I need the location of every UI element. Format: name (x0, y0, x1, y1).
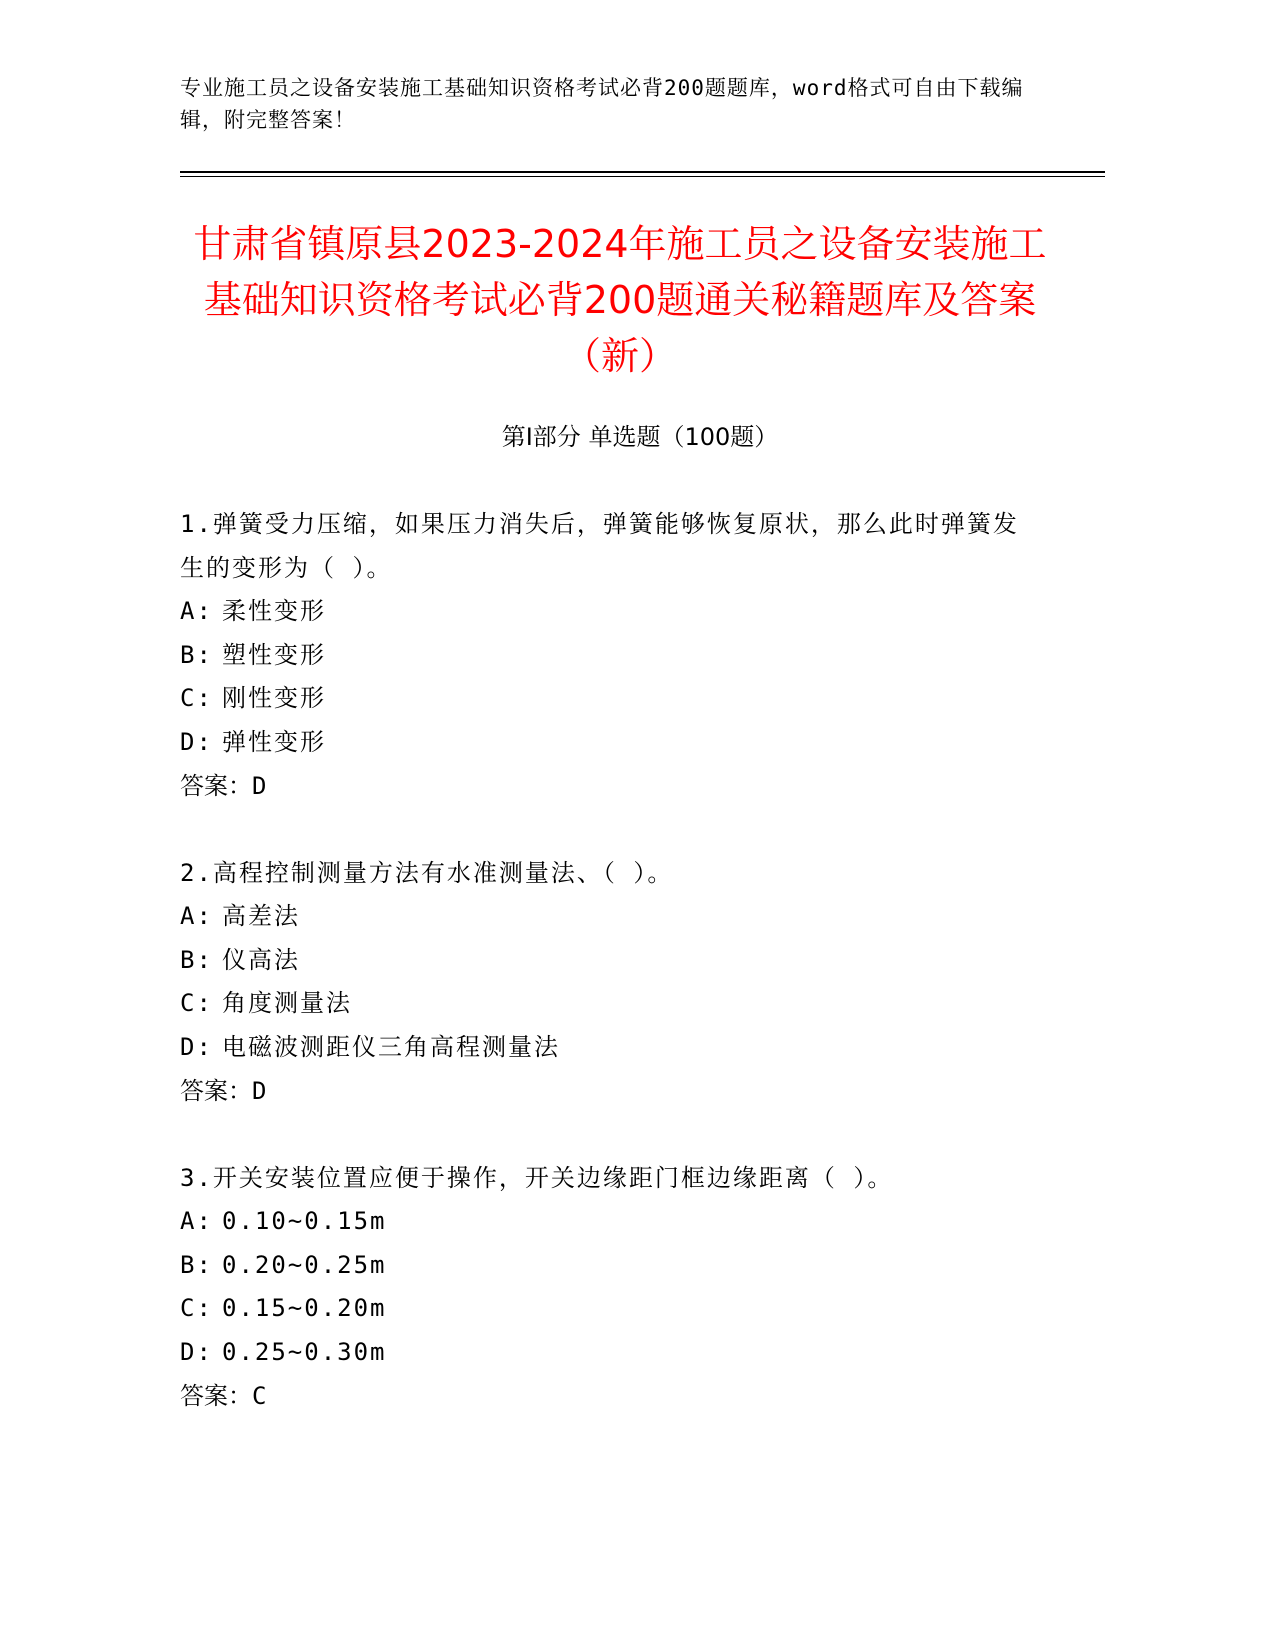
question-stem: 1.弹簧受力压缩，如果压力消失后，弹簧能够恢复原状，那么此时弹簧发生的变形为（ ）。 (180, 510, 1019, 582)
answer-label: 答案： (180, 1382, 252, 1410)
option-key: D: (180, 1337, 213, 1366)
question-1 (180, 502, 1040, 808)
option-text: 刚性变形 (222, 684, 326, 712)
question-stem: 3.开关安装位置应便于操作，开关边缘距门框边缘距离（ ）。 (180, 1164, 894, 1192)
header-rule-thin (180, 176, 1105, 177)
option-key: A: (180, 597, 213, 625)
answer-value: D (252, 772, 267, 800)
answer-line (180, 1069, 1040, 1113)
question-2 (180, 851, 1040, 1113)
option-key: B: (180, 640, 213, 669)
header-rule-thick (180, 171, 1105, 173)
option-a (180, 1200, 1040, 1244)
answer-line (180, 764, 1040, 808)
option-key: C: (180, 684, 213, 712)
option-text: 0.20~0.25m (222, 1250, 387, 1279)
option-text: 0.25~0.30m (222, 1337, 387, 1366)
option-d (180, 721, 1040, 765)
answer-value: C (252, 1382, 267, 1410)
option-a (180, 895, 1040, 939)
option-key: D: (180, 727, 213, 756)
option-text: 仪高法 (222, 945, 300, 974)
option-b (180, 1244, 1040, 1288)
document-title: 甘肃省镇原县2023-2024年施工员之设备安装施工基础知识资格考试必背200题通关秘籍题库及答案（新） (193, 222, 1047, 378)
option-text: 柔性变形 (222, 597, 326, 625)
option-key: A: (180, 902, 213, 930)
answer-label: 答案： (180, 1077, 252, 1105)
section-title: 第I部分 单选题（100题） (501, 423, 779, 451)
question-3 (180, 1156, 1040, 1418)
option-b (180, 634, 1040, 678)
option-text: 弹性变形 (222, 727, 326, 756)
option-key: B: (180, 1250, 213, 1279)
option-text: 塑性变形 (222, 640, 326, 669)
answer-line (180, 1374, 1040, 1418)
option-key: A: (180, 1207, 213, 1235)
option-c (180, 677, 1040, 721)
option-key: C: (180, 1294, 213, 1322)
option-text: 0.15~0.20m (222, 1294, 387, 1322)
option-text: 角度测量法 (222, 989, 352, 1017)
answer-value: D (252, 1077, 267, 1105)
option-d (180, 1026, 1040, 1070)
option-c (180, 1287, 1040, 1331)
header-note: 专业施工员之设备安装施工基础知识资格考试必背200题题库，word格式可自由下载编辑，附完整答案！ (180, 76, 1024, 132)
option-key: B: (180, 945, 213, 974)
option-key: D: (180, 1032, 213, 1061)
option-d (180, 1331, 1040, 1375)
question-stem: 2.高程控制测量方法有水准测量法、（ ）。 (180, 859, 674, 887)
option-a (180, 590, 1040, 634)
option-key: C: (180, 989, 213, 1017)
option-b (180, 939, 1040, 983)
answer-label: 答案： (180, 772, 252, 800)
option-c (180, 982, 1040, 1026)
option-text: 电磁波测距仪三角高程测量法 (222, 1032, 560, 1061)
option-text: 0.10~0.15m (222, 1207, 387, 1235)
option-text: 高差法 (222, 902, 300, 930)
